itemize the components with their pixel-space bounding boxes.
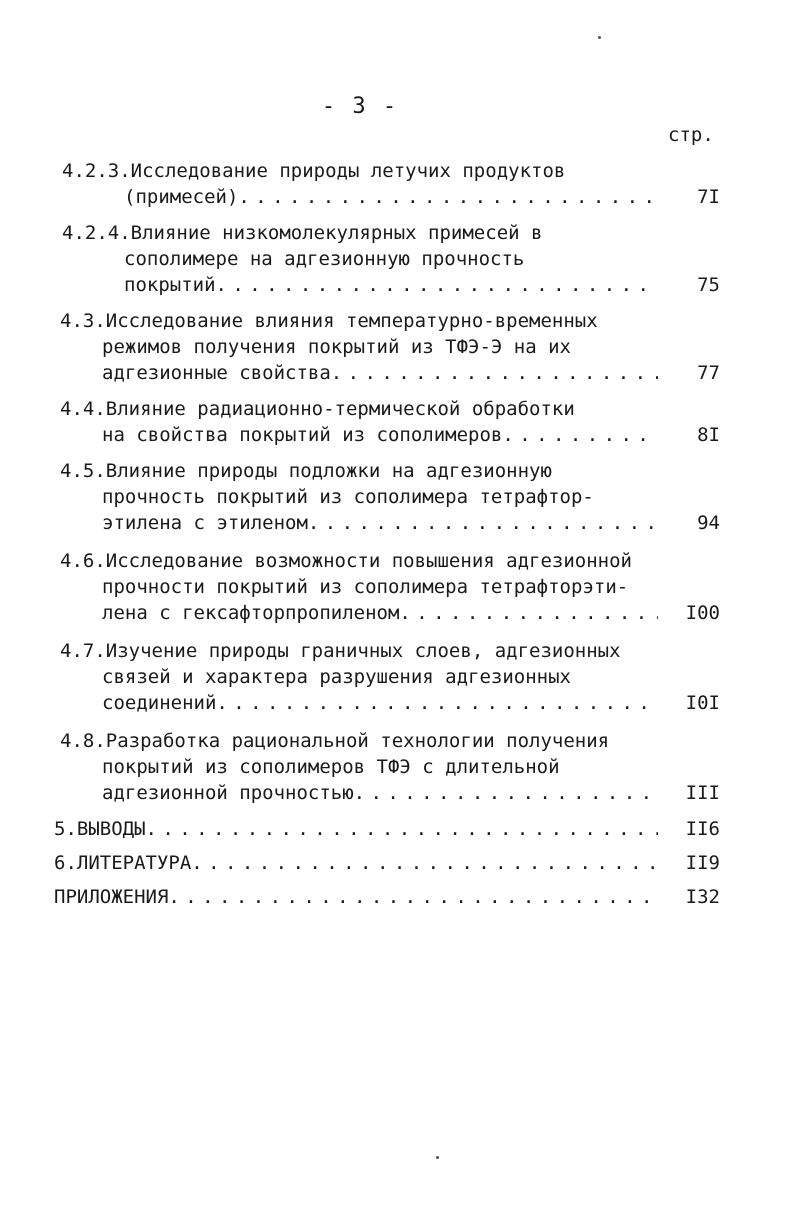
dot-leader xyxy=(168,884,658,910)
dot-leader xyxy=(238,184,658,210)
toc-entry xyxy=(0,220,793,298)
toc-entry-title-line: режимов получения покрытий из ТФЭ-Э на их xyxy=(102,336,571,358)
toc-entry-number: 5. xyxy=(54,818,77,840)
toc-entry xyxy=(0,308,793,386)
toc-entry-title-line: на свойства покрытий из сополимеров xyxy=(102,424,503,446)
toc-entry-page: III xyxy=(685,782,720,804)
toc-entry-page: I0I xyxy=(685,692,720,714)
toc-entry-page: 94 xyxy=(697,512,720,534)
toc-entry-title-line: Исследование влияния температурно-временных xyxy=(105,310,598,332)
dot-leader xyxy=(399,600,658,626)
toc-entry-title-line: сополимере на адгезионную прочность xyxy=(124,248,525,270)
toc-entry-number: 6. xyxy=(54,852,77,874)
toc-entry-title-line: этилена с этиленом xyxy=(102,512,308,534)
toc-entry-title-line: покрытий из сополимеров ТФЭ с длительной xyxy=(102,756,560,778)
toc-entry-page: I32 xyxy=(685,886,720,908)
toc-entry xyxy=(0,638,793,716)
toc-entry-title-line: Влияние радиационно-термической обработки xyxy=(105,398,575,420)
toc-entry-number: 4.3. xyxy=(60,310,106,332)
toc-entry xyxy=(0,458,793,536)
dot-leader xyxy=(308,510,658,536)
toc-entry xyxy=(0,548,793,626)
toc-entry-page: II6 xyxy=(685,818,720,840)
toc-entry-title-line: Исследование природы летучих продуктов xyxy=(130,160,566,182)
scan-speck xyxy=(598,36,601,39)
toc-entry-title-line: ПРИЛОЖЕНИЯ xyxy=(54,886,169,908)
toc-entry-number: 4.7. xyxy=(60,640,106,662)
toc-entry xyxy=(0,728,793,806)
toc-entry-title-line: Влияние природы подложки на адгезионную xyxy=(105,460,552,482)
toc-entry-number: 4.8. xyxy=(60,730,106,752)
toc-entry-title-line: ВЫВОДЫ xyxy=(76,818,146,840)
toc-entry-page: 7I xyxy=(697,186,720,208)
page-number: - 3 - xyxy=(321,94,399,119)
toc-entry-page: 8I xyxy=(697,424,720,446)
toc-entry xyxy=(0,816,793,842)
dot-leader xyxy=(331,360,658,386)
dot-leader xyxy=(354,780,658,806)
scan-speck xyxy=(436,1156,439,1159)
toc-entry-page: II9 xyxy=(685,852,720,874)
toc-entry-number: 4.6. xyxy=(60,550,106,572)
toc-entry-title-line: прочности покрытий из сополимера тетрафторэти- xyxy=(102,576,629,598)
toc-entry-title-line: соединений xyxy=(102,692,217,714)
dot-leader xyxy=(146,816,658,842)
dot-leader xyxy=(502,422,658,448)
page-column-label: стр. xyxy=(668,124,714,146)
toc-entry xyxy=(0,884,793,910)
toc-entry-number: 4.2.3. xyxy=(62,160,131,182)
toc-entry-title-line: ЛИТЕРАТУРА xyxy=(76,852,192,874)
dot-leader xyxy=(216,272,658,298)
toc-entry-title-line: Исследование возможности повышения адгезионной xyxy=(105,550,632,572)
toc-entry-title-line: лена с гексафторпропиленом xyxy=(102,602,400,624)
toc-entry-title-line: связей и характера разрушения адгезионных xyxy=(102,666,571,688)
toc-entry-title-line: адгезионные свойства xyxy=(102,362,331,384)
toc-entry-page: 75 xyxy=(697,274,720,296)
toc-entry-page: 77 xyxy=(697,362,720,384)
toc-entry-title-line: Разработка рациональной технологии получения xyxy=(105,730,610,752)
toc-entry-title-line: Влияние низкомолекулярных примесей в xyxy=(130,222,543,244)
toc-entry-title-line: прочность покрытий из сополимера тетрафтор- xyxy=(102,486,594,508)
toc-entry-number: 4.4. xyxy=(60,398,106,420)
dot-leader xyxy=(191,850,658,876)
toc-entry-title-line: адгезионной прочностью xyxy=(102,782,354,804)
toc-entry-title-line: (примесей) xyxy=(124,186,239,208)
toc-entry xyxy=(0,396,793,448)
toc-entry-title-line: покрытий xyxy=(124,274,216,296)
toc-entry xyxy=(0,850,793,876)
dot-leader xyxy=(216,690,658,716)
toc-entry-number: 4.5. xyxy=(60,460,106,482)
toc-entry-title-line: Изучение природы граничных слоев, адгезионных xyxy=(105,640,621,662)
table-of-contents xyxy=(0,158,793,918)
toc-entry xyxy=(0,158,793,210)
toc-entry-page: I00 xyxy=(685,602,720,624)
toc-entry-number: 4.2.4. xyxy=(62,222,131,244)
